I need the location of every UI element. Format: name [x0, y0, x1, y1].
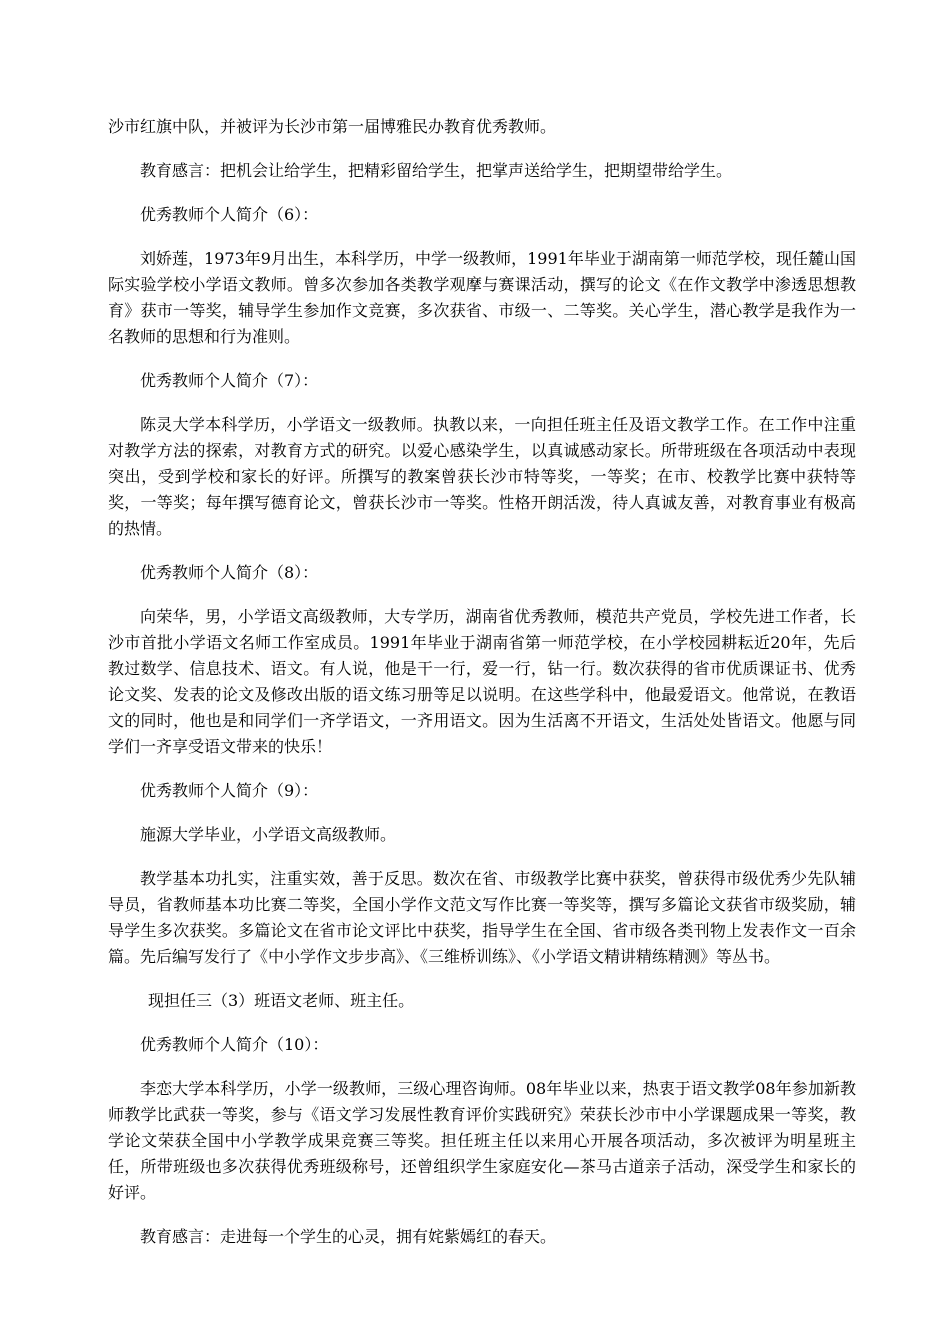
paragraph-profile-9-role: 现担任三（3）班语文老师、班主任。 — [148, 991, 415, 1010]
paragraph-profile-9-intro: 施源大学毕业，小学语文高级教师。 — [140, 825, 397, 844]
heading-profile-9: 优秀教师个人简介（9）： — [140, 781, 319, 800]
paragraph-profile-6: 刘娇莲，1973年9月出生，本科学历，中学一级教师，1991年毕业于湖南第一师范学校，现任麓山国际实验学校小学语文教师。曾多次参加各类教学观摩与赛课活动，撰写的论文《在作文教学中渗透思想教育》获市一等奖，辅导学生参加作文竞赛，多次获省、市级一、二等奖。关心学生，潜心教学是我作为一名教师的思想和行为准则。 — [108, 249, 856, 346]
paragraph-motto-5: 教育感言：把机会让给学生，把精彩留给学生，把掌声送给学生，把期望带给学生。 — [140, 161, 733, 180]
heading-profile-6: 优秀教师个人简介（6）： — [140, 205, 319, 224]
paragraph-profile-9: 教学基本功扎实，注重实效，善于反思。数次在省、市级教学比赛中获奖，曾获得市级优秀少先队辅导员，省教师基本功比赛二等奖，全国小学作文范文写作比赛一等奖等，撰写多篇论文获省市级奖励，辅导学生多次获奖。多篇论文在省市论文评比中获奖，指导学生在全国、省市级各类刊物上发表作文一百余篇。先后编写发行了《中小学作文步步高》、《三维桥训练》、《小学语文精讲精练精测》等丛书。 — [108, 869, 856, 966]
heading-profile-7: 优秀教师个人简介（7）： — [140, 371, 319, 390]
paragraph-motto-10: 教育感言：走进每一个学生的心灵，拥有姹紫嫣红的春天。 — [140, 1227, 557, 1246]
document-body — [108, 114, 856, 1268]
paragraph-profile-7: 陈灵大学本科学历，小学语文一级教师。执教以来，一向担任班主任及语文教学工作。在工作中注重对教学方法的探索，对教育方式的研究。以爱心感染学生，以真诚感动家长。所带班级在各项活动中表现突出，受到学校和家长的好评。所撰写的教案曾获长沙市特等奖，一等奖；在市、校教学比赛中获特等奖，一等奖；每年撰写德育论文，曾获长沙市一等奖。性格开朗活泼，待人真诚友善，对教育事业有极高的热情。 — [108, 415, 856, 538]
paragraph-profile-8: 向荣华，男，小学语文高级教师，大专学历，湖南省优秀教师，模范共产党员，学校先进工作者，长沙市首批小学语文名师工作室成员。1991年毕业于湖南省第一师范学校，在小学校园耕耘近20年，先后教过数学、信息技术、语文。有人说，他是干一行，爱一行，钻一行。数次获得的省市优质课证书、优秀论文奖、发表的论文及修改出版的语文练习册等足以说明。在这些学科中，他最爱语文。他常说，在教语文的同时，他也是和同学们一齐学语文，一齐用语文。因为生活离不开语文，生活处处皆语文。他愿与同学们一齐享受语文带来的快乐！ — [108, 607, 856, 756]
paragraph-continuation: 沙市红旗中队，并被评为长沙市第一届博雅民办教育优秀教师。 — [108, 117, 557, 136]
heading-profile-10: 优秀教师个人简介（10）： — [140, 1035, 329, 1054]
paragraph-profile-10: 李恋大学本科学历，小学一级教师，三级心理咨询师。08年毕业以来，热衷于语文教学08年参加新教师教学比武获一等奖，参与《语文学习发展性教育评价实践研究》荣获长沙市中小学课题成果一等奖，教学论文荣获全国中小学教学成果竞赛三等奖。担任班主任以来用心开展各项活动，多次被评为明星班主任，所带班级也多次获得优秀班级称号，还曾组织学生家庭安化—茶马古道亲子活动，深受学生和家长的好评。 — [108, 1079, 856, 1202]
heading-profile-8: 优秀教师个人简介（8）： — [140, 563, 319, 582]
